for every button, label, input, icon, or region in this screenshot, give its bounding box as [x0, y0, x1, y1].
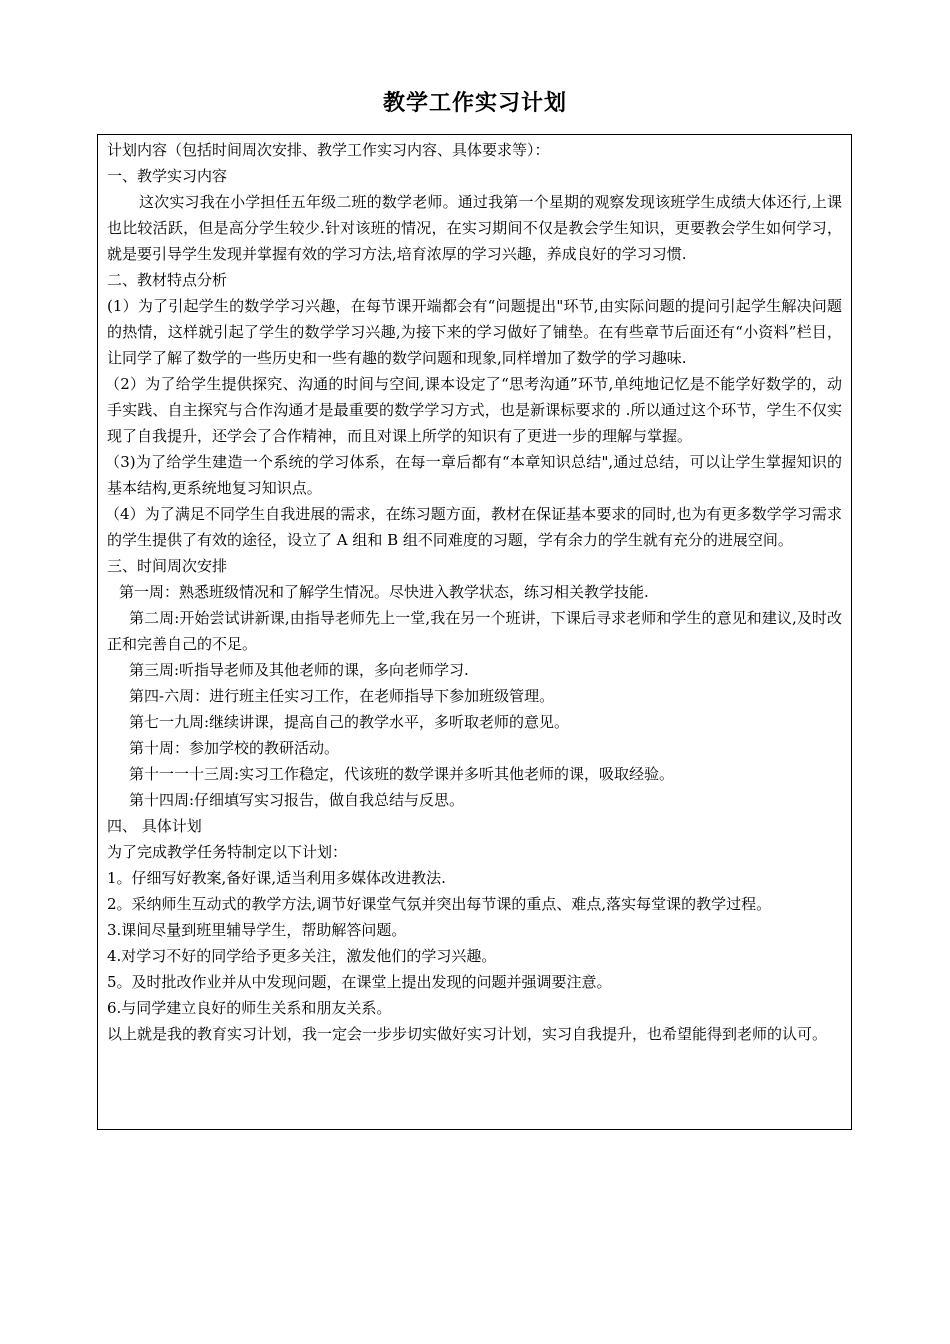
specific-plan-lead: 为了完成教学任务特制定以下计划：: [107, 843, 348, 861]
plan-content-box: [97, 134, 852, 1130]
textbook-analysis-item: （3)为了给学生建造一个系统的学习体系，在每一章后都有“本章知识总结",通过总结，可以让学生掌握知识的基本结构,更系统地复习知识点。: [105, 453, 842, 497]
specific-plan-item: 5。及时批改作业并从中发现问题，在课堂上提出发现的问题并强调要注意。: [107, 973, 612, 991]
schedule-week-item: 第一周：熟悉班级情况和了解学生情况。尽快进入教学状态，练习相关教学技能.: [119, 583, 649, 601]
specific-plan-item: 1。仔细写好教案,备好课,适当利用多媒体改进教法.: [107, 869, 446, 887]
specific-plan-item: 3.课间尽量到班里辅导学生，帮助解答问题。: [107, 921, 407, 939]
specific-plan-item: 6.与同学建立良好的师生关系和朋友关系。: [107, 999, 392, 1017]
schedule-week-item: 第十一一十三周:实习工作稳定，代该班的数学课并多听其他老师的课，吸取经验。: [129, 765, 675, 783]
textbook-analysis-item: （2）为了给学生提供探究、沟通的时间与空间,课本设定了“思考沟通”环节,单纯地记忆是不能学好数学的，动手实践、自主探究与合作沟通才是最重要的数学学习方式，也是新课标要求的 .所以通过这个环节，学生不仅实现了自我提升，还学会了合作精神，而且对课上所学的知识有了更进一步的理解与掌握。: [105, 375, 842, 445]
schedule-week-item: 第三周:听指导老师及其他老师的课，多向老师学习.: [129, 661, 469, 679]
specific-plan-item: 4.对学习不好的同学给予更多关注，激发他们的学习兴趣。: [107, 947, 497, 965]
textbook-analysis-item: （4）为了满足不同学生自我进展的需求，在练习题方面，教材在保证基本要求的同时,也为有更多数学学习需求的学生提供了有效的途径，设立了 A 组和 B 组不同难度的习题，学有余力的学生就有充分的进展空间。: [105, 505, 842, 549]
section-heading-textbook-analysis: 二、教材特点分析: [107, 271, 228, 289]
intro-header: 计划内容（包括时间周次安排、教学工作实习内容、具体要求等）：: [107, 141, 550, 159]
schedule-week-item: 第四-六周：进行班主任实习工作，在老师指导下参加班级管理。: [129, 687, 555, 705]
schedule-week-item: 第七一九周:继续讲课，提高自己的教学水平，多听取老师的意见。: [129, 713, 570, 731]
section-heading-specific-plan: 四、 具体计划: [107, 817, 202, 835]
page-title: 教学工作实习计划: [382, 90, 567, 116]
section-heading-teaching-content: 一、教学实习内容: [107, 167, 228, 185]
section-heading-schedule: 三、时间周次安排: [107, 557, 228, 575]
specific-plan-item: 2。采纳师生互动式的教学方法,调节好课堂气氛并突出每节课的重点、难点,落实每堂课的教学过程。: [107, 895, 772, 913]
closing-paragraph: 以上就是我的教育实习计划，我一定会一步步切实做好实习计划，实习自我提升，也希望能得到老师的认可。: [107, 1025, 828, 1043]
textbook-analysis-item: (1）为了引起学生的数学学习兴趣，在每节课开端都会有“问题提出"环节,由实际问题的提问引起学生解决问题的热情，这样就引起了学生的数学学习兴趣,为接下来的学习做好了铺垫。在有些章节后面还有“小资料”栏目，让同学了解了数学的一些历史和一些有趣的数学问题和现象,同样增加了数学的学习趣味.: [107, 297, 842, 367]
teaching-content-paragraph: 这次实习我在小学担任五年级二班的数学老师。通过我第一个星期的观察发现该班学生成绩大体还行,上课也比较活跃，但是高分学生较少.针对该班的情况，在实习期间不仅是教会学生知识，更要教会学生如何学习，就是要引导学生发现并掌握有效的学习方法,培育浓厚的学习兴趣，养成良好的学习习惯.: [107, 193, 842, 263]
schedule-week-item: 第十四周:仔细填写实习报告，做自我总结与反思。: [129, 791, 465, 809]
schedule-week-item: 第十周：参加学校的教研活动。: [129, 739, 340, 757]
schedule-week-item: 第二周:开始尝试讲新课,由指导老师先上一堂,我在另一个班讲，下课后寻求老师和学生的意见和建议,及时改正和完善自己的不足。: [107, 609, 842, 653]
